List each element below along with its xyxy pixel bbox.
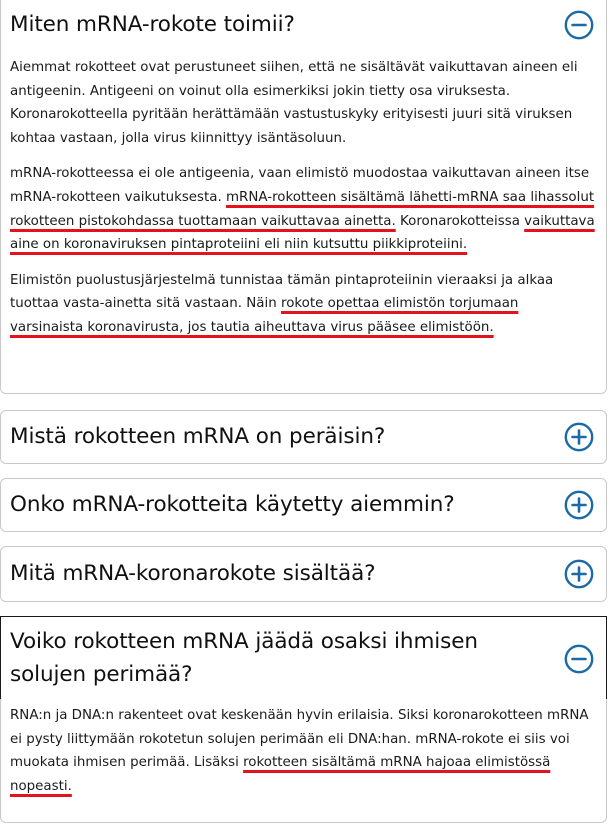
paragraph	[10, 704, 595, 798]
accordion-header[interactable]	[1, 547, 606, 601]
accordion-content	[10, 56, 595, 340]
plus-circle-icon[interactable]	[564, 490, 594, 520]
accordion-title: Voiko rokotteen mRNA jäädä osaksi ihmisen solujen perimää?	[10, 629, 478, 687]
accordion-title: Miten mRNA-rokote toimii?	[10, 12, 295, 37]
highlighted-text: mRNA-rokotteen sisältämä lähetti-mRNA saa lihassolut rokotteen pistokohdassa tuottamaan vaikuttavaa ainetta.	[10, 189, 595, 229]
accordion-panel-vaccine-contents[interactable]	[0, 546, 607, 602]
plus-circle-icon[interactable]	[564, 559, 594, 589]
accordion-header[interactable]	[1, 411, 606, 463]
text-segment: mRNA-rokotteessa ei ole antigeenia, vaan elimistö muodostaa vaikuttavan aineen itse mRNA-rokotteen vaikutuksesta.	[10, 166, 590, 205]
text-segment: RNA:n ja DNA:n rakenteet ovat keskenään hyvin erilaisia. Siksi koronarokotteen mRNA ei pysty liittymään rokotetun solujen perimään eli DNA:han. mRNA-rokote ei siis voi muokata ihmisen perimää. Lisäksi	[10, 708, 589, 771]
accordion-content-genome	[0, 699, 607, 823]
accordion-panel-mrna-origin[interactable]	[0, 410, 607, 464]
accordion-title: Mitä mRNA-koronarokote sisältää?	[10, 561, 376, 586]
accordion-title: Onko mRNA-rokotteita käytetty aiemmin?	[10, 492, 455, 517]
highlighted-text: rokote opettaa elimistön torjumaan varsinaista koronavirusta, jos tautia aiheuttava virus pääsee elimistöön.	[10, 296, 519, 335]
minus-circle-icon[interactable]	[564, 644, 594, 674]
accordion-content	[10, 704, 595, 798]
paragraph	[10, 162, 595, 256]
accordion-panel-mrna-used-before[interactable]	[0, 478, 607, 532]
paragraph	[10, 269, 595, 340]
text-segment: Elimistön puolustusjärjestelmä tunnistaa tämän pintaproteiinin vieraaksi ja alkaa tuottaa vasta-ainetta sitä vastaan. Näin	[10, 272, 554, 312]
highlighted-text: vaikuttava aine on koronaviruksen pintaproteiini eli niin kutsuttu piikkiproteiini.	[10, 213, 595, 253]
highlighted-text: rokotteen sisältämä mRNA hajoaa elimistössä nopeasti.	[10, 755, 551, 794]
accordion-header[interactable]	[1, 479, 606, 531]
accordion-title: Mistä rokotteen mRNA on peräisin?	[10, 424, 386, 449]
paragraph	[10, 56, 595, 150]
text-segment: Aiemmat rokotteet ovat perustuneet siihen, että ne sisältävät vaikuttavan aineen eli antigeenin. Antigeeni on voinut olla esimerkiksi jokin tietty osa viruksesta. Koronarokotteella pyritään herättämään vastustuskyky erityisesti juuri sitä viruksen kohtaa vastaan, jolla virus kiinnittyy isäntäsoluun.	[10, 60, 578, 146]
accordion-header[interactable]	[1, 5, 606, 45]
accordion-header[interactable]	[1, 617, 606, 699]
minus-circle-icon[interactable]	[564, 10, 594, 40]
text-segment: Koronarokotteissa	[395, 213, 525, 229]
accordion-panel-mrna-vaccine-how	[0, 0, 607, 394]
plus-circle-icon[interactable]	[564, 422, 594, 452]
accordion-header-genome[interactable]	[0, 616, 607, 700]
